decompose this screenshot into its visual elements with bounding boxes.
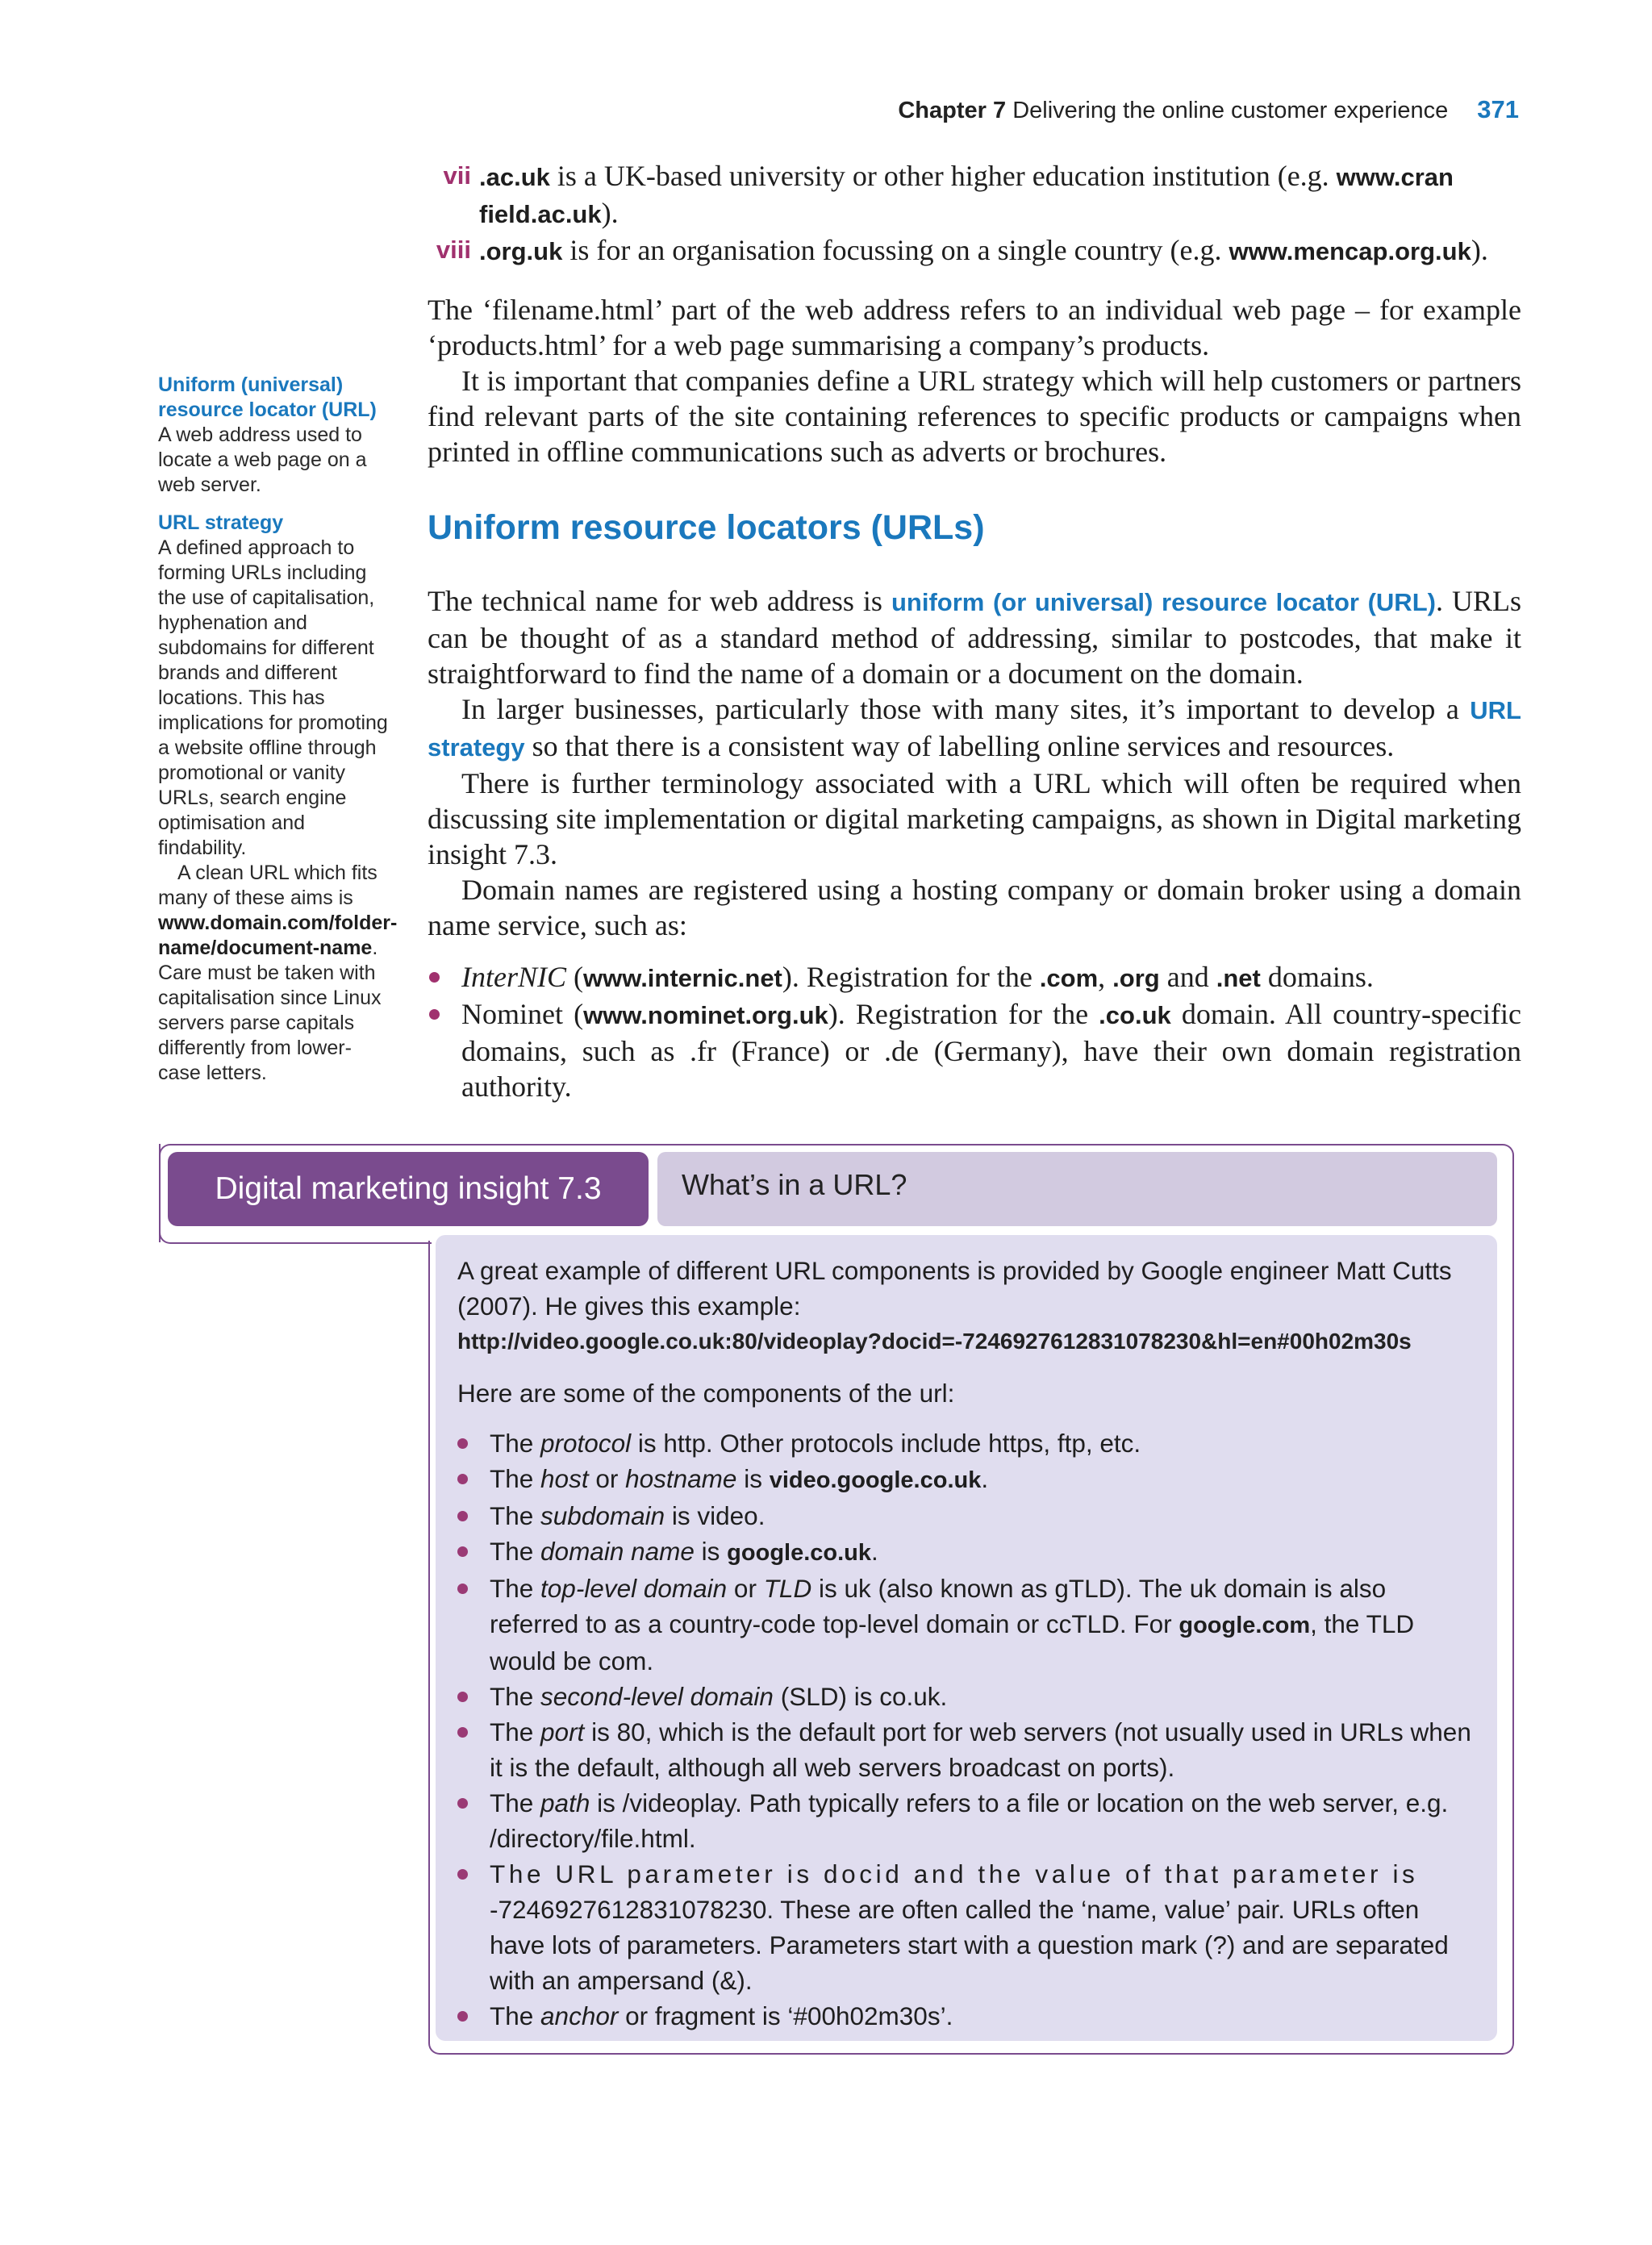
registrar-list bbox=[428, 959, 1521, 1104]
margin-note-extra bbox=[158, 861, 398, 1086]
component-term: protocol bbox=[540, 1429, 632, 1458]
item-text: is bbox=[694, 1537, 728, 1566]
bullet-icon bbox=[457, 1798, 468, 1809]
section-heading: Uniform resource locators (URLs) bbox=[428, 508, 985, 547]
margin-note-definition: A web address used to locate a web page on a web server. bbox=[158, 424, 367, 496]
item-text: The bbox=[490, 2001, 541, 2030]
margin-note-extra-text: A clean URL which fits many of these aims is bbox=[158, 862, 378, 909]
domain-code: .org bbox=[1112, 964, 1160, 992]
component-term: domain name bbox=[540, 1537, 695, 1566]
margin-note-term: Uniform (universal) resource locator (URL) bbox=[158, 373, 377, 421]
registrar-text-end: domain. All country-specific domains, such as .fr (France) or .de (Germany), have their own domain registration authority. bbox=[461, 998, 1521, 1103]
list-item bbox=[457, 1856, 1471, 1998]
list-item bbox=[428, 996, 1521, 1104]
component-term: top-level domain bbox=[540, 1574, 728, 1603]
chapter-label: Chapter 7 bbox=[898, 98, 1007, 123]
list-item bbox=[457, 1571, 1471, 1679]
domain-code: .co.uk bbox=[1099, 1001, 1171, 1029]
keyword-url: uniform (or universal) resource locator (URL) bbox=[891, 588, 1436, 616]
item-text: or bbox=[727, 1574, 764, 1603]
registrar-url: www.internic.net bbox=[583, 964, 782, 992]
list-item bbox=[428, 232, 1521, 269]
item-text: The bbox=[490, 1464, 541, 1493]
margin-note-extra-text-end: . Care must be taken with capitalisation since Linux servers parse capitals differently from lower-case letters. bbox=[158, 937, 382, 1084]
item-text: The bbox=[490, 1501, 541, 1530]
item-text: . bbox=[981, 1464, 989, 1493]
page-number: 371 bbox=[1477, 95, 1519, 123]
item-text: is video. bbox=[665, 1501, 766, 1530]
registrar-paren: ( bbox=[562, 998, 584, 1030]
list-item bbox=[457, 1461, 1471, 1498]
insight-content bbox=[436, 1235, 1497, 2041]
component-term: hostname bbox=[625, 1464, 737, 1493]
item-text: The bbox=[490, 1429, 541, 1458]
component-term: port bbox=[540, 1717, 585, 1746]
insight-subtitle: What’s in a URL? bbox=[657, 1152, 1497, 1226]
component-value: video.google.co.uk bbox=[769, 1467, 982, 1493]
list-item bbox=[457, 1425, 1471, 1461]
list-text: is a UK-based university or other higher education institution (e.g. bbox=[557, 160, 1329, 192]
item-text: The bbox=[490, 1574, 541, 1603]
component-value: google.co.uk bbox=[727, 1540, 872, 1566]
url-components-list bbox=[457, 1425, 1471, 2034]
component-term: anchor bbox=[540, 2001, 619, 2030]
paragraph-technical-name bbox=[428, 583, 1521, 691]
insight-label: Digital marketing insight 7.3 bbox=[168, 1152, 649, 1226]
list-text-end: ). bbox=[601, 197, 619, 229]
component-term: TLD bbox=[763, 1574, 812, 1603]
item-text: The bbox=[490, 1788, 541, 1817]
item-text: The URL parameter is docid and the value of that parameter is bbox=[490, 1859, 1419, 1888]
registrar-text-end: domains. bbox=[1260, 961, 1374, 993]
bullet-icon bbox=[429, 972, 440, 983]
example-url: www.mencap.org.uk bbox=[1229, 237, 1471, 265]
bullet-icon bbox=[457, 1546, 468, 1557]
item-text: is 80, which is the default port for web servers (not usually used in URLs when it is the default, although all web servers broadcast on ports). bbox=[490, 1717, 1471, 1782]
item-text: (SLD) is co.uk. bbox=[773, 1682, 948, 1711]
bullet-icon bbox=[457, 1584, 468, 1594]
paragraph-text-end: so that there is a consistent way of labelling online services and resources. bbox=[532, 730, 1395, 762]
paragraph-text: In larger businesses, particularly those with many sites, it’s important to develop a bbox=[461, 693, 1459, 725]
item-text: or fragment is ‘#00h02m30s’. bbox=[618, 2001, 953, 2030]
component-term: subdomain bbox=[540, 1501, 665, 1530]
list-item bbox=[457, 1998, 1471, 2034]
running-header bbox=[898, 95, 1519, 124]
component-value: google.com bbox=[1179, 1613, 1311, 1638]
registrar-paren: ( bbox=[566, 961, 583, 993]
example-url: www.cran bbox=[1336, 163, 1454, 191]
item-text: is uk (also known as gTLD). The uk domain is also referred to as a country-code top-level domain or ccTLD. For bbox=[490, 1574, 1387, 1638]
item-text: -7246927612831078230. These are often called the ‘name, value’ pair. URLs often have lots of parameters. Parameters start with a question mark (?) and are separated with an ampersand (&). bbox=[490, 1895, 1449, 1995]
chapter-title: Delivering the online customer experience bbox=[1012, 98, 1449, 123]
bullet-icon bbox=[457, 1692, 468, 1702]
component-term: second-level domain bbox=[540, 1682, 774, 1711]
example-url: http://video.google.co.uk:80/videoplay?docid=-7246927612831078230&hl=en#00h02m30s bbox=[457, 1329, 1412, 1354]
domain-list bbox=[428, 158, 1521, 269]
list-item bbox=[428, 959, 1521, 996]
list-number: vii bbox=[443, 161, 471, 190]
list-item bbox=[457, 1534, 1471, 1571]
paragraph-terminology: There is further terminology associated with a URL which will often be required when discussing site implementation or digital marketing campaigns, as shown in Digital marketing insight 7.3. bbox=[428, 767, 1521, 870]
component-term: host bbox=[540, 1464, 589, 1493]
paragraph-domain-registration: Domain names are registered using a hosting company or domain broker using a domain name service, such as: bbox=[428, 874, 1521, 941]
list-item bbox=[457, 1679, 1471, 1714]
paragraph-larger-businesses bbox=[428, 691, 1521, 766]
margin-note-url-strategy bbox=[158, 511, 398, 1086]
main-column bbox=[428, 158, 1521, 1104]
list-text-end: ). bbox=[1471, 234, 1488, 266]
item-text: The bbox=[490, 1682, 541, 1711]
registrar-text: ). Registration for the bbox=[782, 961, 1040, 993]
margin-note-clean-url: www.domain.com/folder-name/document-name bbox=[158, 912, 398, 959]
item-text: , the TLD would be com. bbox=[490, 1609, 1415, 1675]
list-text: is for an organisation focussing on a single country (e.g. bbox=[569, 234, 1222, 266]
list-item bbox=[457, 1785, 1471, 1856]
separator: and bbox=[1159, 961, 1216, 993]
margin-notes bbox=[158, 373, 398, 1099]
item-text: The bbox=[490, 1717, 541, 1746]
registrar-url: www.nominet.org.uk bbox=[583, 1001, 828, 1029]
registrar-text: ). Registration for the bbox=[828, 998, 1099, 1030]
list-item bbox=[428, 158, 1521, 232]
components-intro: Here are some of the components of the url: bbox=[457, 1379, 955, 1408]
margin-note-term: URL strategy bbox=[158, 511, 284, 534]
insight-intro: A great example of different URL components is provided by Google engineer Matt Cutts (2007). He gives this example: bbox=[457, 1256, 1452, 1321]
item-text: or bbox=[588, 1464, 626, 1493]
item-text: . bbox=[871, 1537, 878, 1566]
margin-note-definition: A defined approach to forming URLs including the use of capitalisation, hyphenation and subdomains for different brands and different locations. This has implications for promoting a website offline through promotional or vanity URLs, search engine optimisation and findability. bbox=[158, 536, 388, 859]
example-url-continued: field.ac.uk bbox=[479, 200, 602, 228]
separator: , bbox=[1098, 961, 1113, 993]
bullet-icon bbox=[457, 1869, 468, 1880]
domain-code: .net bbox=[1216, 964, 1261, 992]
list-item bbox=[457, 1714, 1471, 1785]
domain-code: .org.uk bbox=[479, 237, 563, 265]
item-text: is /videoplay. Path typically refers to a file or location on the web server, e.g. /directory/file.html. bbox=[490, 1788, 1449, 1853]
paragraph-filename: The ‘filename.html’ part of the web address refers to an individual web page – for example ‘products.html’ for a web page summarising a company’s products. bbox=[428, 294, 1521, 361]
domain-code: .ac.uk bbox=[479, 163, 550, 191]
paragraph-text-end: . URLs can be thought of as a standard method of addressing, similar to postcodes, that make it straightforward to find the name of a domain or a document on the domain. bbox=[428, 585, 1522, 690]
list-item bbox=[457, 1498, 1471, 1534]
bullet-icon bbox=[429, 1009, 440, 1020]
bullet-icon bbox=[457, 1438, 468, 1449]
item-text: The bbox=[490, 1537, 541, 1566]
paragraph-text: The technical name for web address is bbox=[428, 585, 882, 617]
bullet-icon bbox=[457, 1727, 468, 1738]
item-text: is http. Other protocols include https, ftp, etc. bbox=[631, 1429, 1141, 1458]
registrar-name: Nominet bbox=[461, 998, 563, 1030]
domain-code: .com bbox=[1039, 964, 1099, 992]
bullet-icon bbox=[457, 2011, 468, 2022]
paragraph-url-strategy: It is important that companies define a URL strategy which will help customers or partners find relevant parts of the site containing references to specific products or campaigns when printed in offline communications such as adverts or brochures. bbox=[428, 365, 1521, 468]
margin-note-url bbox=[158, 373, 392, 498]
keyword-url-strategy: URL strategy bbox=[428, 696, 1521, 762]
component-term: path bbox=[540, 1788, 590, 1817]
item-text: is bbox=[736, 1464, 770, 1493]
registrar-name: InterNIC bbox=[461, 961, 566, 993]
list-number: viii bbox=[436, 236, 471, 264]
bullet-icon bbox=[457, 1511, 468, 1521]
bullet-icon bbox=[457, 1474, 468, 1484]
